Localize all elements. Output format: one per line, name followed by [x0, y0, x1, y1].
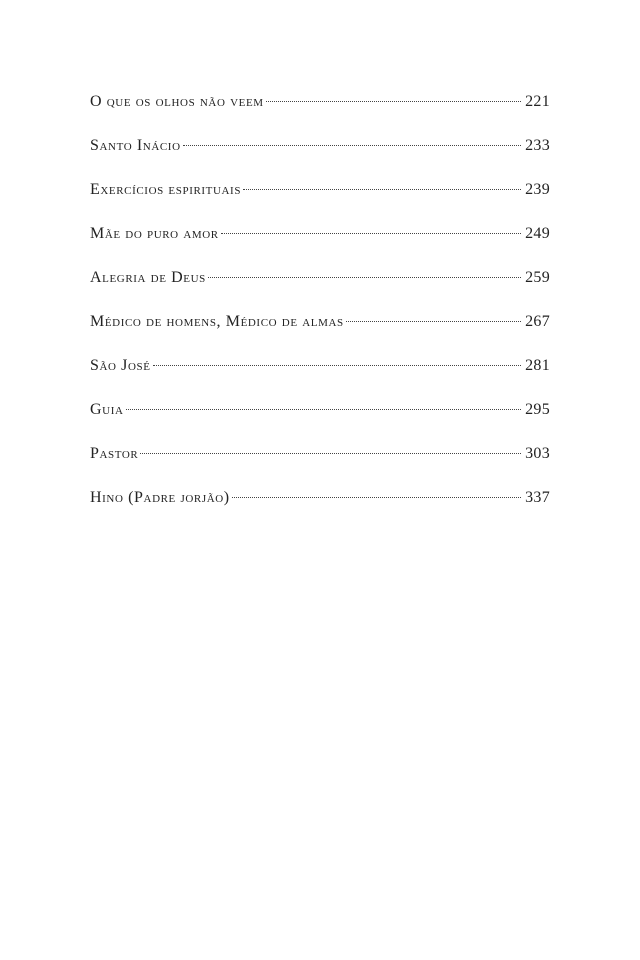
toc-entry-page: 249	[525, 225, 550, 242]
toc-entry	[90, 174, 550, 218]
toc-entry	[90, 350, 550, 394]
toc-entry	[90, 86, 550, 130]
toc-entry-title: Médico de homens, Médico de almas	[90, 313, 344, 330]
toc-entry-title: Santo Inácio	[90, 137, 181, 154]
toc-entry-page: 233	[525, 137, 550, 154]
toc-entry-page: 239	[525, 181, 550, 198]
toc-entry	[90, 262, 550, 306]
dot-leader	[266, 101, 521, 102]
toc-entry-title: Guia	[90, 401, 124, 418]
dot-leader	[183, 145, 521, 146]
table-of-contents	[90, 86, 550, 526]
toc-entry	[90, 482, 550, 526]
dot-leader	[153, 365, 522, 366]
toc-entry-page: 303	[525, 445, 550, 462]
dot-leader	[126, 409, 522, 410]
dot-leader	[232, 497, 521, 498]
toc-entry-page: 267	[525, 313, 550, 330]
toc-entry-title: Pastor	[90, 445, 139, 462]
toc-entry	[90, 438, 550, 482]
toc-entry-title: O que os olhos não veem	[90, 93, 264, 110]
dot-leader	[221, 233, 521, 234]
toc-entry	[90, 306, 550, 350]
dot-leader	[208, 277, 521, 278]
toc-entry-title: Alegria de Deus	[90, 269, 206, 286]
toc-entry-page: 281	[525, 357, 550, 374]
toc-entry-title: Mãe do puro amor	[90, 225, 219, 242]
toc-entry	[90, 130, 550, 174]
dot-leader	[346, 321, 521, 322]
toc-entry	[90, 218, 550, 262]
dot-leader	[243, 189, 521, 190]
toc-entry-page: 259	[525, 269, 550, 286]
toc-entry-title: Exercícios espirituais	[90, 181, 242, 198]
toc-entry-title: Hino (Padre jorjão)	[90, 489, 230, 506]
toc-entry-page: 295	[525, 401, 550, 418]
toc-entry	[90, 394, 550, 438]
dot-leader	[140, 453, 521, 454]
toc-entry-page: 221	[525, 93, 550, 110]
toc-entry-title: São José	[90, 357, 151, 374]
toc-entry-page: 337	[525, 489, 550, 506]
